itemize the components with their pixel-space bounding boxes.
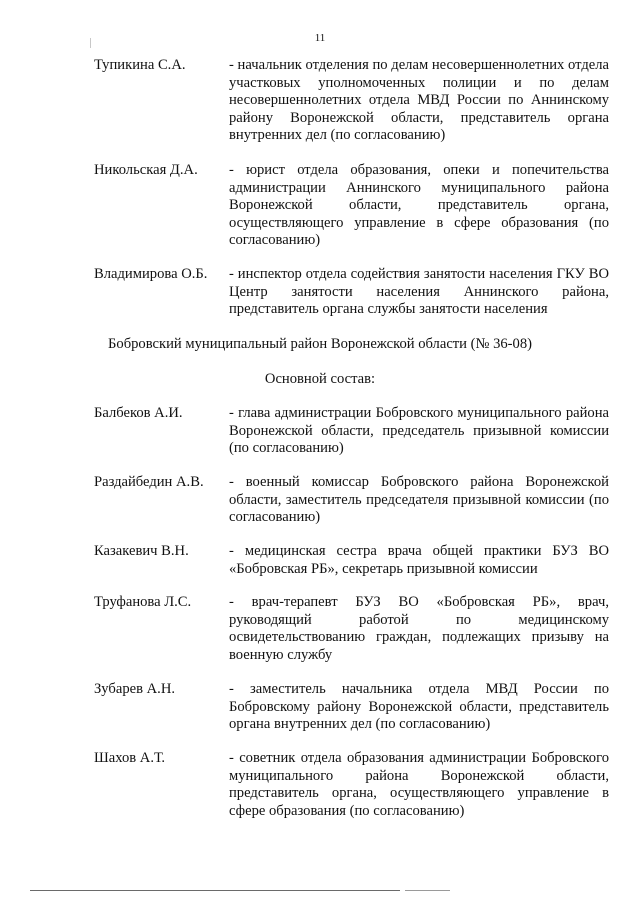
member-role: - заместитель начальника отдела МВД России по Бобровскому району Воронежской области, представитель органа внутренних дел (по согласованию) <box>229 681 609 733</box>
member-name: Никольская Д.А. <box>94 162 198 178</box>
member-name: Зубарев А.Н. <box>94 681 176 697</box>
section-title: Бобровский муниципальный район Воронежской области (№ 36-08) <box>108 336 532 352</box>
member-name: Балбеков А.И. <box>94 405 183 421</box>
member-role: - юрист отдела образования, опеки и попечительства администрации Аннинского муниципального района Воронежской области, представитель органа, осуществляющего управление в сфере образования (по согласованию) <box>229 162 609 249</box>
member-role: - врач-терапевт БУЗ ВО «Бобровская РБ», врач, руководящий работой по медицинскому освидетельствованию граждан, подлежащих призыву на военную службу <box>229 594 609 663</box>
member-name: Раздайбедин А.В. <box>94 474 204 490</box>
member-role: - начальник отделения по делам несовершеннолетних отдела участковых уполномоченных полиции и по делам несовершеннолетних отдела МВД России по Аннинскому району Воронежской области, представитель органа внутренних дел (по согласованию) <box>229 57 609 144</box>
member-role: - советник отдела образования администрации Бобровского муниципального района Воронежской области, представитель органа, осуществляющего управление в сфере образования (по согласованию) <box>229 750 609 819</box>
scan-edge-line <box>30 890 400 891</box>
member-role: - инспектор отдела содействия занятости населения ГКУ ВО Центр занятости населения Аннинского района, представитель органа службы занятости населения <box>229 266 609 318</box>
scan-edge-line <box>405 890 450 891</box>
section-subtitle: Основной состав: <box>264 371 376 387</box>
member-name: Шахов А.Т. <box>94 750 166 766</box>
page-number: 11 <box>314 32 326 44</box>
member-name: Тупикина С.А. <box>94 57 186 73</box>
member-name: Казакевич В.Н. <box>94 543 189 559</box>
member-role: - медицинская сестра врача общей практики БУЗ ВО «Бобровская РБ», секретарь призывной комиссии <box>229 543 609 577</box>
member-role: - глава администрации Бобровского муниципального района Воронежской области, председатель призывной комиссии (по согласованию) <box>229 405 609 457</box>
member-name: Владимирова О.Б. <box>94 266 208 282</box>
member-role: - военный комиссар Бобровского района Воронежской области, заместитель председателя призывной комиссии (по согласованию) <box>229 474 609 526</box>
member-name: Труфанова Л.С. <box>94 594 192 610</box>
